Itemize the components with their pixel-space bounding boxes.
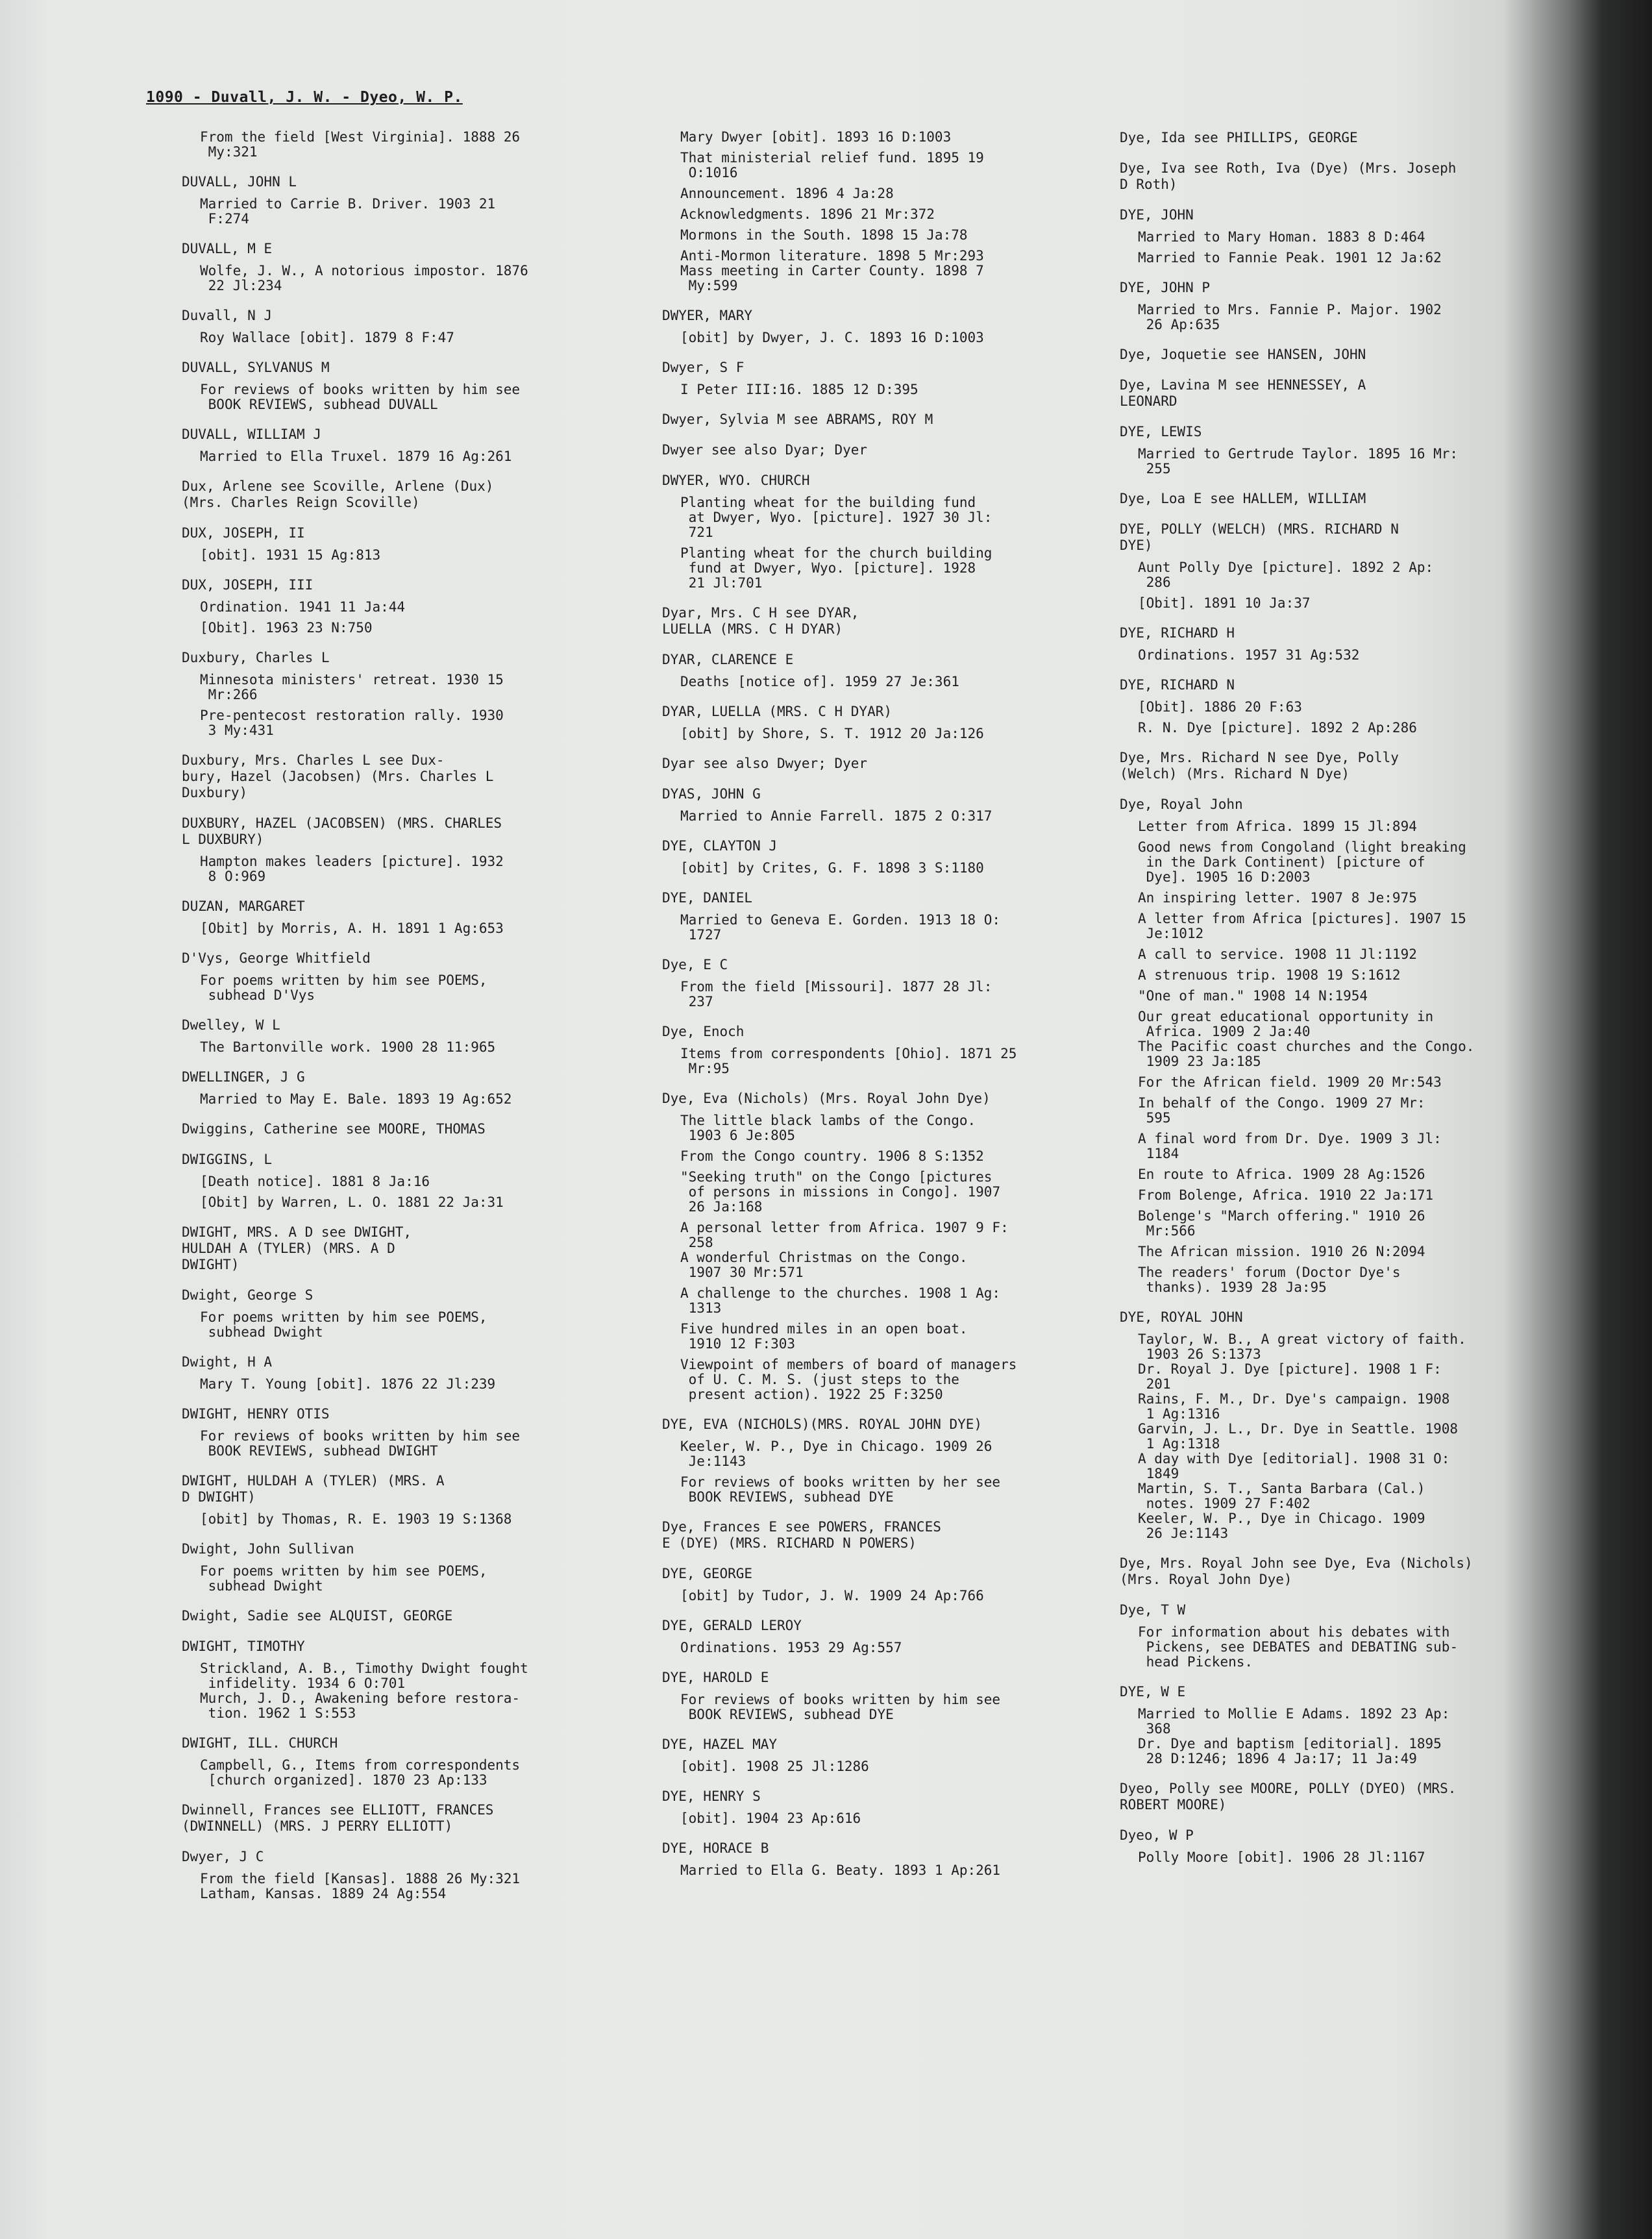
index-entry — [1120, 1684, 1561, 1766]
index-entry — [182, 1354, 623, 1392]
entry-heading: DYAR, LUELLA (MRS. C H DYAR) — [662, 704, 893, 719]
entry-citation: Ordination. 1941 11 Ja:44 — [200, 599, 406, 615]
entry-heading: Dwyer, J C — [182, 1849, 264, 1864]
entry-heading: DYE, EVA (NICHOLS)(MRS. ROYAL JOHN DYE) — [662, 1416, 983, 1432]
index-entry — [1120, 521, 1561, 611]
index-entry — [662, 838, 1091, 876]
index-entry — [1120, 1602, 1561, 1670]
entry-citation: [obit] by Crites, G. F. 1898 3 S:1180 — [680, 860, 984, 876]
index-entry — [182, 174, 623, 227]
entry-heading: DYE, CLAYTON J — [662, 838, 778, 854]
index-entry — [182, 1849, 623, 1901]
entry-citation: Married to Gertrude Taylor. 1895 16 Mr: 255 — [1138, 446, 1459, 476]
index-entry — [1120, 280, 1561, 332]
entry-citation: Good news from Congoland (light breaking in the Dark Continent) [picture of Dye]. 1905 16 D:2003 — [1138, 839, 1466, 885]
entry-citation: From the Congo country. 1906 8 S:1352 — [680, 1148, 984, 1164]
entry-heading: Dye, Loa E see HALLEM, WILLIAM — [1120, 491, 1366, 506]
entry-heading: Duxbury, Charles L — [182, 650, 330, 665]
entry-heading: DYE, RICHARD N — [1120, 677, 1235, 693]
entry-citation: The Bartonville work. 1900 28 11:965 — [200, 1039, 496, 1055]
index-entry — [182, 650, 623, 738]
entry-citation: Mary Dwyer [obit]. 1893 16 D:1003 — [680, 129, 952, 145]
entry-citation: Bolenge's "March offering." 1910 26 Mr:566 — [1138, 1208, 1425, 1239]
index-entry — [1120, 1827, 1561, 1865]
index-entry — [662, 1618, 1091, 1655]
entry-citation: Married to Carrie B. Driver. 1903 21 F:274 — [200, 196, 496, 227]
index-entry — [662, 652, 1091, 689]
entry-citation: Mary T. Young [obit]. 1876 22 Jl:239 — [200, 1376, 496, 1392]
entry-heading: Dwight, H A — [182, 1354, 273, 1370]
index-entry — [1120, 377, 1561, 410]
index-entry — [182, 577, 623, 636]
entry-citation: Deaths [notice of]. 1959 27 Je:361 — [680, 674, 959, 689]
entry-heading: Dwyer, S F — [662, 360, 745, 375]
entry-heading: DUVALL, JOHN L — [182, 174, 297, 190]
index-entry — [1120, 1781, 1561, 1813]
entry-citation: Married to Geneva E. Gorden. 1913 18 O: 1727 — [680, 912, 1001, 943]
entry-heading: Dye, Ida see PHILLIPS, GEORGE — [1120, 130, 1358, 145]
entry-heading: Dwelley, W L — [182, 1017, 280, 1033]
entry-citation: Our great educational opportunity in Africa. 1909 2 Ja:40 The Pacific coast churches and the Congo. 1909 23 Ja:185 — [1138, 1009, 1475, 1069]
entry-citation: For reviews of books written by him see BOOK REVIEWS, subhead DUVALL — [200, 382, 521, 412]
index-entry — [1120, 347, 1561, 363]
entry-heading: Dyar see also Dwyer; Dyer — [662, 756, 868, 771]
entry-heading: Dye, Joquetie see HANSEN, JOHN — [1120, 347, 1366, 362]
entry-citation: A personal letter from Africa. 1907 9 F: 258 A wonderful Christmas on the Congo. 1907 30 Mr:571 — [680, 1220, 1009, 1280]
index-entry — [182, 478, 623, 511]
entry-citation: "Seeking truth" on the Congo [pictures of persons in missions in Congo]. 1907 26 Ja:168 — [680, 1169, 1001, 1215]
entry-citation: [obit]. 1904 23 Ap:616 — [680, 1811, 861, 1826]
entry-citation: Polly Moore [obit]. 1906 28 Jl:1167 — [1138, 1849, 1425, 1865]
entry-heading: DYE, GEORGE — [662, 1566, 753, 1581]
entry-citation: A call to service. 1908 11 Jl:1192 — [1138, 946, 1417, 962]
index-entry — [1120, 625, 1561, 663]
index-entry — [182, 898, 623, 936]
index-entry — [1120, 160, 1561, 193]
index-entry — [662, 1091, 1091, 1402]
entry-citation: For reviews of books written by her see BOOK REVIEWS, subhead DYE — [680, 1474, 1001, 1505]
index-column-2 — [662, 130, 1091, 1892]
entry-heading: Dye, Lavina M see HENNESSEY, A LEONARD — [1120, 377, 1366, 409]
entry-heading: DYE, JOHN P — [1120, 280, 1211, 295]
entry-heading: DUXBURY, HAZEL (JACOBSEN) (MRS. CHARLES L DUXBURY) — [182, 815, 502, 847]
index-entry — [182, 308, 623, 345]
entry-citation: Campbell, G., Items from correspondents [church organized]. 1870 23 Ap:133 — [200, 1757, 521, 1788]
entry-citation: Planting wheat for the church building fund at Dwyer, Wyo. [picture]. 1928 21 Jl:701 — [680, 545, 992, 591]
index-entry — [662, 786, 1091, 824]
entry-citation: [obit]. 1908 25 Jl:1286 — [680, 1759, 869, 1774]
index-entry — [182, 1287, 623, 1340]
entry-citation: From the field [Kansas]. 1888 26 My:321 Latham, Kansas. 1889 24 Ag:554 — [200, 1871, 521, 1901]
entry-heading: Dye, Frances E see POWERS, FRANCES E (DYE) (MRS. RICHARD N POWERS) — [662, 1519, 941, 1551]
entry-citation: [Obit] by Morris, A. H. 1891 1 Ag:653 — [200, 921, 504, 936]
entry-citation: Taylor, W. B., A great victory of faith. 1903 26 S:1373 Dr. Royal J. Dye [picture]. 1908 1 F: 201 Rains, F. M., Dr. Dye's campaign. 1908 1 Ag:1316 Garvin, J. L., Dr. Dye in Seattle. 1908 1 Ag:1318 A day with Dye [editorial]. 1908 31 O: 1849 Martin, S. T., Santa Barbara (Cal.) notes. 1909 27 F:402 Keeler, W. P., Dye in Chicago. 1909 26 Je:1143 — [1138, 1331, 1466, 1541]
index-entry — [1120, 677, 1561, 736]
entry-citation: For reviews of books written by him see BOOK REVIEWS, subhead DYE — [680, 1692, 1001, 1722]
entry-heading: DWIGHT, ILL. CHURCH — [182, 1735, 338, 1751]
entry-citation: Married to Mrs. Fannie P. Major. 1902 26 Ap:635 — [1138, 302, 1442, 332]
index-entry — [182, 1152, 623, 1210]
entry-citation: [Obit]. 1886 20 F:63 — [1138, 699, 1302, 715]
entry-citation: Married to Annie Farrell. 1875 2 O:317 — [680, 808, 992, 824]
entry-heading: DYE, W E — [1120, 1684, 1186, 1700]
entry-citation: A letter from Africa [pictures]. 1907 15 Je:1012 — [1138, 911, 1466, 941]
entry-citation: Married to Mary Homan. 1883 8 D:464 — [1138, 229, 1425, 245]
entry-heading: DYE, HAZEL MAY — [662, 1737, 778, 1752]
entry-heading: DWYER, MARY — [662, 308, 753, 323]
entry-citation: Married to Mollie E Adams. 1892 23 Ap: 368 Dr. Dye and baptism [editorial]. 1895 28 D:1246; 1896 4 Ja:17; 11 Ja:49 — [1138, 1706, 1450, 1766]
entry-heading: DWIGHT, HENRY OTIS — [182, 1406, 330, 1422]
index-entry — [662, 1024, 1091, 1076]
entry-heading: Dye, E C — [662, 957, 728, 972]
entry-heading: Dux, Arlene see Scoville, Arlene (Dux) (Mrs. Charles Reign Scoville) — [182, 478, 494, 510]
index-entry — [662, 412, 1091, 428]
index-entry — [1120, 491, 1561, 507]
entry-heading: Dwight, Sadie see ALQUIST, GEORGE — [182, 1608, 453, 1624]
index-column-3 — [1120, 130, 1561, 1879]
entry-heading: DWYER, WYO. CHURCH — [662, 473, 810, 488]
entry-citation: [obit] by Tudor, J. W. 1909 24 Ap:766 — [680, 1588, 984, 1603]
entry-heading: DWIGHT, MRS. A D see DWIGHT, HULDAH A (TYLER) (MRS. A D DWIGHT) — [182, 1224, 412, 1272]
entry-heading: DWIGHT, HULDAH A (TYLER) (MRS. A D DWIGHT) — [182, 1473, 445, 1505]
entry-citation: Keeler, W. P., Dye in Chicago. 1909 26 Je:1143 — [680, 1439, 992, 1469]
entry-heading: DYAR, CLARENCE E — [662, 652, 794, 667]
entry-citation: For reviews of books written by him see BOOK REVIEWS, subhead DWIGHT — [200, 1428, 521, 1459]
entry-heading: Dwyer, Sylvia M see ABRAMS, ROY M — [662, 412, 933, 427]
entry-citation: [Obit]. 1891 10 Ja:37 — [1138, 595, 1311, 611]
index-entry — [662, 704, 1091, 741]
entry-citation: A strenuous trip. 1908 19 S:1612 — [1138, 967, 1401, 983]
entry-citation: Married to May E. Bale. 1893 19 Ag:652 — [200, 1091, 512, 1107]
index-entry — [662, 1416, 1091, 1505]
entry-citation: Married to Fannie Peak. 1901 12 Ja:62 — [1138, 250, 1442, 266]
entry-citation: Ordinations. 1953 29 Ag:557 — [680, 1640, 902, 1655]
entry-citation: From the field [West Virginia]. 1888 26 My:321 — [200, 129, 521, 160]
entry-citation: For poems written by him see POEMS, subhead Dwight — [200, 1309, 487, 1340]
entry-citation: For poems written by him see POEMS, subhead Dwight — [200, 1563, 487, 1594]
entry-citation: Married to Ella G. Beaty. 1893 1 Ap:261 — [680, 1862, 1001, 1878]
entry-citation: For information about his debates with Pickens, see DEBATES and DEBATING sub- head Pickens. — [1138, 1624, 1459, 1670]
entry-citation: Acknowledgments. 1896 21 Mr:372 — [680, 206, 935, 222]
entry-citation: [obit]. 1931 15 Ag:813 — [200, 547, 381, 563]
entry-citation: Planting wheat for the building fund at Dwyer, Wyo. [picture]. 1927 30 Jl: 721 — [680, 495, 992, 540]
entry-citation: A final word from Dr. Dye. 1909 3 Jl: 1184 — [1138, 1131, 1442, 1161]
entry-citation: [Obit] by Warren, L. O. 1881 22 Ja:31 — [200, 1194, 504, 1210]
index-entry — [182, 1608, 623, 1624]
entry-heading: Dye, Enoch — [662, 1024, 745, 1039]
index-entry — [1120, 797, 1561, 1295]
index-entry — [182, 1017, 623, 1055]
index-entry — [182, 1639, 623, 1721]
entry-citation: Mormons in the South. 1898 15 Ja:78 — [680, 227, 968, 243]
entry-citation: Anti-Mormon literature. 1898 5 Mr:293 Mass meeting in Carter County. 1898 7 My:599 — [680, 248, 984, 293]
index-entry — [662, 130, 1091, 293]
index-entry — [182, 241, 623, 293]
entry-citation: A challenge to the churches. 1908 1 Ag: 1313 — [680, 1285, 1001, 1316]
index-entry — [182, 130, 623, 160]
entry-citation: I Peter III:16. 1885 12 D:395 — [680, 382, 918, 397]
index-entry — [662, 1788, 1091, 1826]
index-entry — [662, 308, 1091, 345]
index-entry — [182, 950, 623, 1003]
entry-heading: Dwiggins, Catherine see MOORE, THOMAS — [182, 1121, 486, 1137]
entry-heading: Dwyer see also Dyar; Dyer — [662, 442, 868, 458]
entry-heading: Dyar, Mrs. C H see DYAR, LUELLA (MRS. C H DYAR) — [662, 605, 859, 637]
entry-heading: DWIGGINS, L — [182, 1152, 273, 1167]
index-entry — [182, 1069, 623, 1107]
index-entry — [1120, 750, 1561, 782]
index-entry — [182, 427, 623, 464]
entry-citation: The little black lambs of the Congo. 1903 6 Je:805 — [680, 1113, 976, 1143]
index-entry — [182, 1802, 623, 1835]
entry-citation: The readers' forum (Doctor Dye's thanks). 1939 28 Ja:95 — [1138, 1265, 1401, 1295]
entry-citation: That ministerial relief fund. 1895 19 O:1016 — [680, 150, 984, 180]
index-entry — [662, 442, 1091, 458]
entry-citation: Letter from Africa. 1899 15 Jl:894 — [1138, 819, 1417, 834]
entry-heading: DYE, HAROLD E — [662, 1670, 769, 1685]
index-entry — [182, 1541, 623, 1594]
index-entry — [182, 1473, 623, 1527]
entry-heading: DUX, JOSEPH, II — [182, 525, 305, 541]
entry-heading: DUZAN, MARGARET — [182, 898, 305, 914]
entry-heading: DYE, HENRY S — [662, 1788, 761, 1804]
entry-heading: DYE, POLLY (WELCH) (MRS. RICHARD N DYE) — [1120, 521, 1399, 553]
entry-heading: Dye, Mrs. Richard N see Dye, Polly (Welch) (Mrs. Richard N Dye) — [1120, 750, 1399, 782]
entry-heading: Dyeo, Polly see MOORE, POLLY (DYEO) (MRS. ROBERT MOORE) — [1120, 1781, 1457, 1812]
entry-heading: Dye, Royal John — [1120, 797, 1243, 812]
entry-heading: Duxbury, Mrs. Charles L see Dux- bury, Hazel (Jacobsen) (Mrs. Charles L Duxbury) — [182, 752, 494, 800]
entry-citation: From Bolenge, Africa. 1910 22 Ja:171 — [1138, 1187, 1434, 1203]
entry-heading: Dyeo, W P — [1120, 1827, 1194, 1843]
entry-heading: Dwinnell, Frances see ELLIOTT, FRANCES (DWINNELL) (MRS. J PERRY ELLIOTT) — [182, 1802, 494, 1834]
entry-citation: [obit] by Shore, S. T. 1912 20 Ja:126 — [680, 726, 984, 741]
entry-citation: [Obit]. 1963 23 N:750 — [200, 620, 373, 636]
entry-citation: For the African field. 1909 20 Mr:543 — [1138, 1074, 1442, 1090]
entry-heading: DYAS, JOHN G — [662, 786, 761, 802]
index-entry — [182, 525, 623, 563]
index-entry — [662, 1737, 1091, 1774]
index-entry — [182, 1735, 623, 1788]
entry-citation: Items from correspondents [Ohio]. 1871 25 Mr:95 — [680, 1046, 1017, 1076]
index-entry — [662, 360, 1091, 397]
entry-heading: DWELLINGER, J G — [182, 1069, 305, 1085]
entry-citation: Married to Ella Truxel. 1879 16 Ag:261 — [200, 449, 512, 464]
index-entry — [182, 815, 623, 884]
index-entry — [662, 1566, 1091, 1603]
entry-heading: DYE, GERALD LEROY — [662, 1618, 802, 1633]
index-entry — [182, 1121, 623, 1137]
entry-citation: Strickland, A. B., Timothy Dwight fought infidelity. 1934 6 O:701 Murch, J. D., Awakening before restora- tion. 1962 1 S:553 — [200, 1661, 528, 1721]
index-entry — [1120, 130, 1561, 146]
index-entry — [1120, 207, 1561, 266]
entry-citation: Wolfe, J. W., A notorious impostor. 1876 22 Jl:234 — [200, 263, 528, 293]
index-entry — [662, 957, 1091, 1009]
entry-heading: Dye, T W — [1120, 1602, 1186, 1618]
entry-heading: DYE, ROYAL JOHN — [1120, 1309, 1243, 1325]
entry-heading: DUVALL, SYLVANUS M — [182, 360, 330, 375]
index-entry — [1120, 1555, 1561, 1588]
entry-heading: D'Vys, George Whitfield — [182, 950, 371, 966]
entry-citation: In behalf of the Congo. 1909 27 Mr: 595 — [1138, 1095, 1425, 1126]
entry-citation: Announcement. 1896 4 Ja:28 — [680, 186, 894, 201]
index-entry — [662, 1840, 1091, 1878]
index-entry — [182, 1224, 623, 1273]
entry-citation: Hampton makes leaders [picture]. 1932 8 O:969 — [200, 854, 504, 884]
entry-citation: [Death notice]. 1881 8 Ja:16 — [200, 1174, 430, 1189]
entry-heading: Duvall, N J — [182, 308, 273, 323]
index-entry — [662, 605, 1091, 637]
entry-citation: The African mission. 1910 26 N:2094 — [1138, 1244, 1425, 1259]
entry-heading: DYE, DANIEL — [662, 890, 753, 906]
entry-heading: Dwight, George S — [182, 1287, 314, 1303]
entry-heading: Dye, Eva (Nichols) (Mrs. Royal John Dye) — [662, 1091, 991, 1106]
entry-heading: DYE, RICHARD H — [1120, 625, 1235, 641]
entry-heading: DUVALL, M E — [182, 241, 273, 256]
entry-citation: From the field [Missouri]. 1877 28 Jl: 237 — [680, 979, 992, 1009]
entry-heading: DYE, LEWIS — [1120, 424, 1202, 439]
index-entry — [182, 360, 623, 412]
entry-heading: DWIGHT, TIMOTHY — [182, 1639, 305, 1654]
index-entry — [662, 890, 1091, 943]
entry-heading: DYE, JOHN — [1120, 207, 1194, 223]
index-entry — [1120, 424, 1561, 476]
entry-heading: DUX, JOSEPH, III — [182, 577, 314, 593]
entry-citation: For poems written by him see POEMS, subhead D'Vys — [200, 972, 487, 1003]
index-column-1 — [182, 130, 623, 1916]
entry-citation: Roy Wallace [obit]. 1879 8 F:47 — [200, 330, 454, 345]
entry-citation: An inspiring letter. 1907 8 Je:975 — [1138, 890, 1417, 906]
index-entry — [662, 1670, 1091, 1722]
index-entry — [1120, 1309, 1561, 1541]
entry-citation: Pre-pentecost restoration rally. 1930 3 My:431 — [200, 708, 504, 738]
entry-heading: DUVALL, WILLIAM J — [182, 427, 321, 442]
entry-citation: En route to Africa. 1909 28 Ag:1526 — [1138, 1167, 1425, 1182]
entry-heading: DYE, HORACE B — [662, 1840, 769, 1856]
entry-citation: Ordinations. 1957 31 Ag:532 — [1138, 647, 1360, 663]
entry-citation: "One of man." 1908 14 N:1954 — [1138, 988, 1368, 1004]
entry-citation: Minnesota ministers' retreat. 1930 15 Mr:266 — [200, 672, 504, 702]
entry-citation: Five hundred miles in an open boat. 1910 12 F:303 — [680, 1321, 968, 1352]
entry-citation: [obit] by Dwyer, J. C. 1893 16 D:1003 — [680, 330, 984, 345]
index-entry — [662, 1519, 1091, 1552]
entry-citation: Aunt Polly Dye [picture]. 1892 2 Ap: 286 — [1138, 560, 1434, 590]
entry-heading: Dye, Iva see Roth, Iva (Dye) (Mrs. Joseph D Roth) — [1120, 160, 1457, 192]
index-entry — [662, 473, 1091, 591]
entry-heading: Dwight, John Sullivan — [182, 1541, 354, 1557]
entry-heading: Dye, Mrs. Royal John see Dye, Eva (Nichols) (Mrs. Royal John Dye) — [1120, 1555, 1473, 1587]
index-entry — [182, 1406, 623, 1459]
index-entry — [182, 752, 623, 801]
entry-citation: [obit] by Thomas, R. E. 1903 19 S:1368 — [200, 1511, 512, 1527]
entry-citation: R. N. Dye [picture]. 1892 2 Ap:286 — [1138, 720, 1417, 736]
index-entry — [662, 756, 1091, 772]
page-header: 1090 - Duvall, J. W. - Dyeo, W. P. — [146, 89, 463, 106]
entry-citation: Viewpoint of members of board of managers of U. C. M. S. (just steps to the present action). 1922 25 F:3250 — [680, 1357, 1017, 1402]
